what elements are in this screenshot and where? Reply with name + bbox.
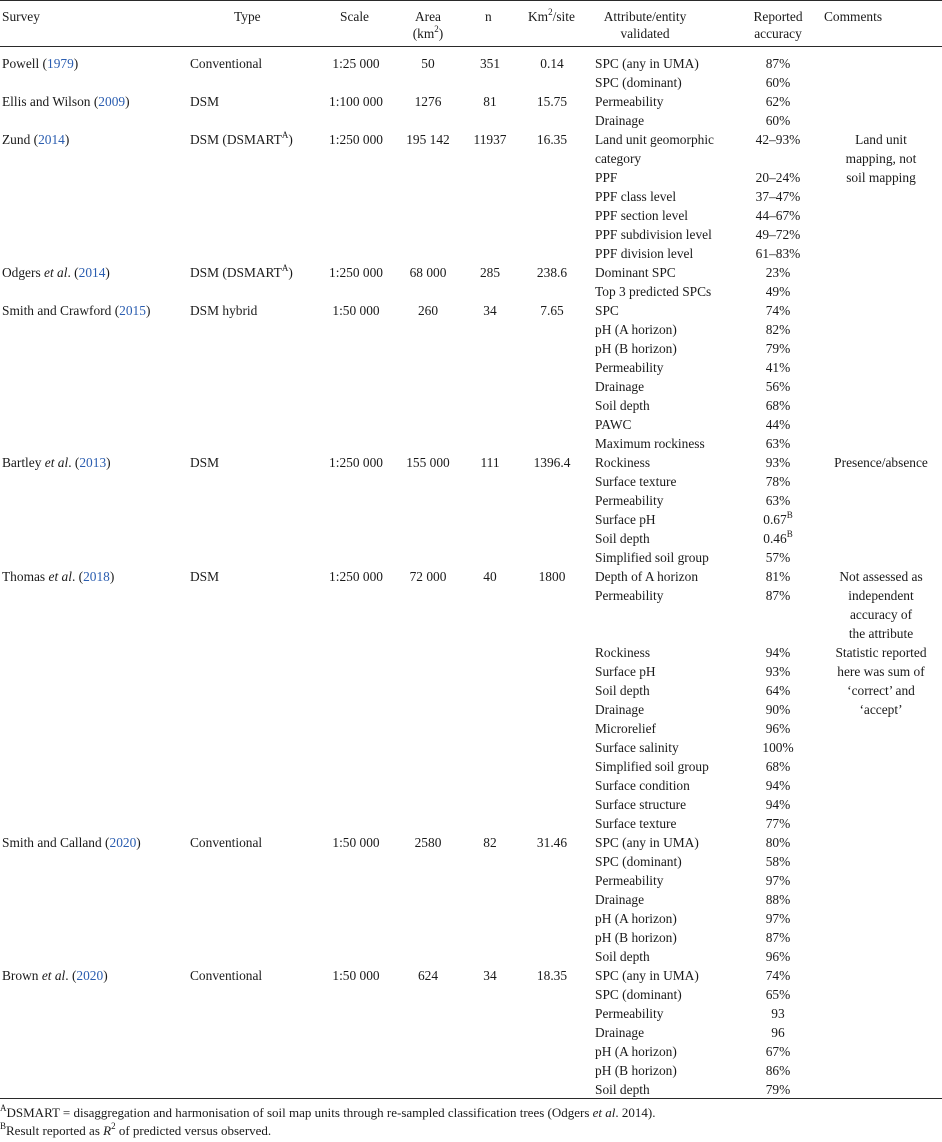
- accuracy-value: 86%: [765, 1063, 791, 1078]
- type-cell: DSM $(DSMART^A)$: [190, 262, 293, 280]
- accuracy-value: 56%: [765, 379, 791, 394]
- attribute-name: Depth of A horizon: [595, 569, 699, 584]
- accuracy-value: 65%: [765, 987, 791, 1002]
- n-cell: 34: [483, 303, 497, 318]
- attribute-name: Drainage: [595, 1025, 645, 1040]
- table-row: [0, 567, 942, 833]
- attribute-name: PPF section level: [595, 208, 688, 223]
- attribute-name: SPC (dominant): [595, 987, 682, 1002]
- attribute-name: SPC (dominant): [595, 75, 682, 90]
- header-comments: Comments: [824, 9, 883, 24]
- survey-cell: Brown et al. (2020): [2, 968, 108, 983]
- attribute-name: Surface condition: [595, 778, 690, 793]
- scale-cell: 1:50 000: [332, 968, 380, 983]
- comment-line: Presence/absence: [834, 455, 928, 470]
- attribute-name: SPC (any in UMA): [595, 968, 699, 983]
- accuracy-value: 94%: [765, 645, 791, 660]
- table-row: [0, 54, 942, 92]
- km2-per-site-cell: 1396.4: [533, 455, 571, 470]
- accuracy-value: 67%: [765, 1044, 791, 1059]
- citation-link[interactable]: 2009: [98, 94, 126, 109]
- table-bottom-rule: [0, 1098, 942, 1099]
- comment-line: mapping, not: [845, 151, 917, 166]
- accuracy-value: 88%: [765, 892, 791, 907]
- attribute-name: Surface pH: [595, 664, 656, 679]
- scale-cell: 1:250 000: [329, 569, 383, 584]
- table-row: [0, 263, 942, 301]
- header-scale: Scale: [340, 9, 369, 24]
- attribute-name: PPF division level: [595, 246, 694, 261]
- attribute-name: Soil depth: [595, 683, 650, 698]
- survey-cell: Odgers et al. (2014): [2, 265, 110, 280]
- attribute-name: pH (B horizon): [595, 930, 677, 945]
- attribute-name: PPF: [595, 170, 618, 185]
- n-cell: 82: [483, 835, 497, 850]
- scale-cell: 1:250 000: [329, 132, 383, 147]
- survey-cell: Thomas et al. (2018): [2, 569, 115, 584]
- accuracy-value: 96: [771, 1025, 785, 1040]
- n-cell: 11937: [473, 132, 507, 147]
- accuracy-value: 74%: [765, 968, 791, 983]
- citation-link[interactable]: 1979: [47, 56, 74, 71]
- attribute-name: Permeability: [595, 588, 664, 603]
- header-survey: Survey: [2, 9, 40, 24]
- attribute-name: Rockiness: [595, 455, 651, 470]
- attribute-name: Soil depth: [595, 949, 650, 964]
- table-row: [0, 966, 942, 1099]
- attribute-name: Simplified soil group: [595, 550, 709, 565]
- accuracy-value: 44%: [765, 417, 791, 432]
- attribute-name: Surface pH: [595, 512, 656, 527]
- accuracy-value: 60%: [765, 113, 791, 128]
- accuracy-value: 79%: [765, 1082, 791, 1097]
- area-cell: 72 000: [409, 569, 447, 584]
- attribute-name: Permeability: [595, 1006, 664, 1021]
- attribute-name: Permeability: [595, 493, 664, 508]
- footnote-b: $^B$Result reported as $R^2$ of predicted versus observed.: [0, 1120, 272, 1138]
- accuracy-value: $0.67^B$: [763, 509, 793, 527]
- km2-per-site-cell: 31.46: [536, 835, 568, 850]
- km2-per-site-cell: 238.6: [536, 265, 568, 280]
- type-cell: Conventional: [190, 56, 263, 71]
- header-type: Type: [234, 9, 261, 24]
- citation-link[interactable]: 2013: [79, 455, 107, 470]
- accuracy-value: $0.46^B$: [763, 528, 793, 546]
- comment-line: here was sum of: [837, 664, 925, 679]
- survey-cell: Smith and Calland (2020): [2, 835, 141, 850]
- n-cell: 285: [479, 265, 501, 280]
- attribute-name: Microrelief: [595, 721, 656, 736]
- accuracy-value: 64%: [765, 683, 791, 698]
- citation-link[interactable]: 2014: [38, 132, 65, 147]
- accuracy-value: 90%: [765, 702, 791, 717]
- citation-link[interactable]: 2018: [83, 569, 110, 584]
- accuracy-value: 79%: [765, 341, 791, 356]
- scale-cell: 1:50 000: [332, 303, 380, 318]
- accuracy-value: 49%: [765, 284, 791, 299]
- accuracy-value: 97%: [765, 873, 791, 888]
- n-cell: 111: [480, 455, 500, 470]
- comment-line: Land unit: [855, 132, 907, 147]
- citation-link[interactable]: 2015: [119, 303, 146, 318]
- header-bottom-rule: [0, 46, 942, 47]
- accuracy-value: 68%: [765, 398, 791, 413]
- accuracy-value: 100%: [762, 740, 794, 755]
- n-cell: 34: [483, 968, 497, 983]
- type-cell: DSM hybrid: [190, 303, 258, 318]
- n-cell: 81: [483, 94, 497, 109]
- table-row: [0, 92, 942, 130]
- accuracy-value: 49–72%: [755, 227, 801, 242]
- scale-cell: 1:250 000: [329, 265, 383, 280]
- survey-cell: Powell (1979): [2, 56, 79, 71]
- km2-per-site-cell: 16.35: [536, 132, 568, 147]
- scale-cell: 1:100 000: [329, 94, 383, 109]
- attribute-name: Surface structure: [595, 797, 687, 812]
- accuracy-value: 57%: [765, 550, 791, 565]
- attribute-name: Drainage: [595, 892, 645, 907]
- area-cell: 1276: [414, 94, 442, 109]
- attribute-name: Soil depth: [595, 398, 650, 413]
- km2-per-site-cell: 1800: [538, 569, 566, 584]
- attribute-name: SPC (dominant): [595, 854, 682, 869]
- area-cell: 260: [417, 303, 439, 318]
- citation-link[interactable]: 2020: [76, 968, 104, 983]
- type-cell: Conventional: [190, 968, 263, 983]
- table-top-rule: [0, 0, 942, 1]
- type-cell: DSM: [190, 94, 220, 109]
- attribute-name: Permeability: [595, 873, 664, 888]
- accuracy-value: 80%: [765, 835, 791, 850]
- type-cell: DSM $(DSMART^A)$: [190, 129, 293, 147]
- accuracy-value: 63%: [765, 436, 791, 451]
- attribute-name: pH (A horizon): [595, 1044, 677, 1059]
- citation-link[interactable]: 2020: [109, 835, 137, 850]
- comment-line: ‘correct’ and: [847, 683, 915, 698]
- accuracy-value: 93: [771, 1006, 785, 1021]
- n-cell: 40: [483, 569, 497, 584]
- km2-per-site-cell: 0.14: [540, 56, 564, 71]
- n-cell: 351: [479, 56, 501, 71]
- scale-cell: 1:250 000: [329, 455, 383, 470]
- accuracy-value: 77%: [765, 816, 791, 831]
- table-row: [0, 130, 942, 263]
- attribute-name: Maximum rockiness: [595, 436, 705, 451]
- km2-per-site-cell: 18.35: [536, 968, 568, 983]
- accuracy-value: 81%: [765, 569, 791, 584]
- area-cell: 68 000: [409, 265, 447, 280]
- attribute-name: Simplified soil group: [595, 759, 709, 774]
- attribute-name: Top 3 predicted SPCs: [595, 284, 712, 299]
- comment-line: soil mapping: [846, 170, 916, 185]
- accuracy-value: 93%: [765, 455, 791, 470]
- attribute-name: Dominant SPC: [595, 265, 676, 280]
- attribute-name: Surface texture: [595, 474, 677, 489]
- attribute-name: PPF subdivision level: [595, 227, 712, 242]
- comment-line: accuracy of: [849, 607, 913, 622]
- attribute-name: pH (A horizon): [595, 911, 677, 926]
- accuracy-value: 87%: [765, 930, 791, 945]
- accuracy-value: 87%: [765, 588, 791, 603]
- km2-per-site-cell: 15.75: [536, 94, 568, 109]
- accuracy-value: 63%: [765, 493, 791, 508]
- accuracy-value: 68%: [765, 759, 791, 774]
- header-accuracy: Reported accuracy: [753, 9, 803, 41]
- survey-cell: Bartley et al. (2013): [2, 455, 111, 470]
- attribute-name: pH (B horizon): [595, 341, 677, 356]
- attribute-name: Drainage: [595, 379, 645, 394]
- accuracy-value: 61–83%: [755, 246, 801, 261]
- attribute-name: Drainage: [595, 113, 645, 128]
- accuracy-value: 20–24%: [755, 170, 801, 185]
- attribute-name: Soil depth: [595, 531, 650, 546]
- accuracy-value: 23%: [765, 265, 791, 280]
- comment-line: Not assessed as: [839, 569, 923, 584]
- table-row: [0, 453, 942, 567]
- attribute-name: Land unit geomorphic: [595, 132, 714, 147]
- accuracy-value: 41%: [765, 360, 791, 375]
- accuracy-value: 82%: [765, 322, 791, 337]
- accuracy-value: 74%: [765, 303, 791, 318]
- attribute-name: SPC: [595, 303, 619, 318]
- accuracy-value: 97%: [765, 911, 791, 926]
- area-cell: 2580: [414, 835, 442, 850]
- attribute-name: Soil depth: [595, 1082, 650, 1097]
- accuracy-value: 93%: [765, 664, 791, 679]
- type-cell: DSM: [190, 569, 220, 584]
- table-row: [0, 301, 942, 453]
- comment-line: the attribute: [848, 626, 914, 641]
- scale-cell: 1:25 000: [332, 56, 380, 71]
- scale-cell: 1:50 000: [332, 835, 380, 850]
- comment-line: independent: [848, 588, 914, 603]
- accuracy-value: 44–67%: [755, 208, 801, 223]
- area-cell: 155 000: [406, 455, 450, 470]
- accuracy-value: 96%: [765, 721, 791, 736]
- attribute-name: PAWC: [595, 417, 632, 432]
- accuracy-value: 60%: [765, 75, 791, 90]
- area-cell: 195 142: [406, 132, 450, 147]
- footnote-a: $^A$DSMART = disaggregation and harmonisation of soil map units through re-sampled classification trees (Odgers et al. 2014).: [0, 1102, 656, 1120]
- citation-link[interactable]: 2014: [78, 265, 106, 280]
- accuracy-value: 94%: [765, 797, 791, 812]
- attribute-name: pH (A horizon): [595, 322, 677, 337]
- comment-line: Statistic reported: [835, 645, 927, 660]
- attribute-name: Rockiness: [595, 645, 651, 660]
- attribute-name: category: [595, 151, 642, 166]
- attribute-name: pH (B horizon): [595, 1063, 677, 1078]
- attribute-name: Surface texture: [595, 816, 677, 831]
- type-cell: DSM: [190, 455, 220, 470]
- accuracy-value: 87%: [765, 56, 791, 71]
- accuracy-value: 96%: [765, 949, 791, 964]
- accuracy-value: 94%: [765, 778, 791, 793]
- attribute-name: Permeability: [595, 360, 664, 375]
- attribute-name: Permeability: [595, 94, 664, 109]
- km2-per-site-cell: 7.65: [540, 303, 564, 318]
- attribute-name: Surface salinity: [595, 740, 679, 755]
- accuracy-value: 58%: [765, 854, 791, 869]
- accuracy-value: 42–93%: [755, 132, 801, 147]
- attribute-name: SPC (any in UMA): [595, 835, 699, 850]
- survey-cell: Ellis and Wilson (2009): [2, 94, 130, 109]
- area-cell: 624: [417, 968, 439, 983]
- attribute-name: Drainage: [595, 702, 645, 717]
- header-area: Area $(km^2)$: [412, 9, 444, 41]
- attribute-name: PPF class level: [595, 189, 677, 204]
- header-n: n: [485, 9, 492, 24]
- attribute-name: SPC (any in UMA): [595, 56, 699, 71]
- table-row: [0, 833, 942, 966]
- comment-line: ‘accept’: [859, 702, 903, 717]
- survey-cell: Zund (2014): [2, 132, 70, 147]
- header-attribute: Attribute/entity validated: [603, 9, 687, 41]
- accuracy-value: 78%: [765, 474, 791, 489]
- type-cell: Conventional: [190, 835, 263, 850]
- survey-cell: Smith and Crawford (2015): [2, 303, 151, 318]
- header-km2-site: Km$^2$/site: [528, 6, 575, 24]
- accuracy-value: 37–47%: [755, 189, 801, 204]
- area-cell: 50: [421, 56, 435, 71]
- accuracy-value: 62%: [765, 94, 791, 109]
